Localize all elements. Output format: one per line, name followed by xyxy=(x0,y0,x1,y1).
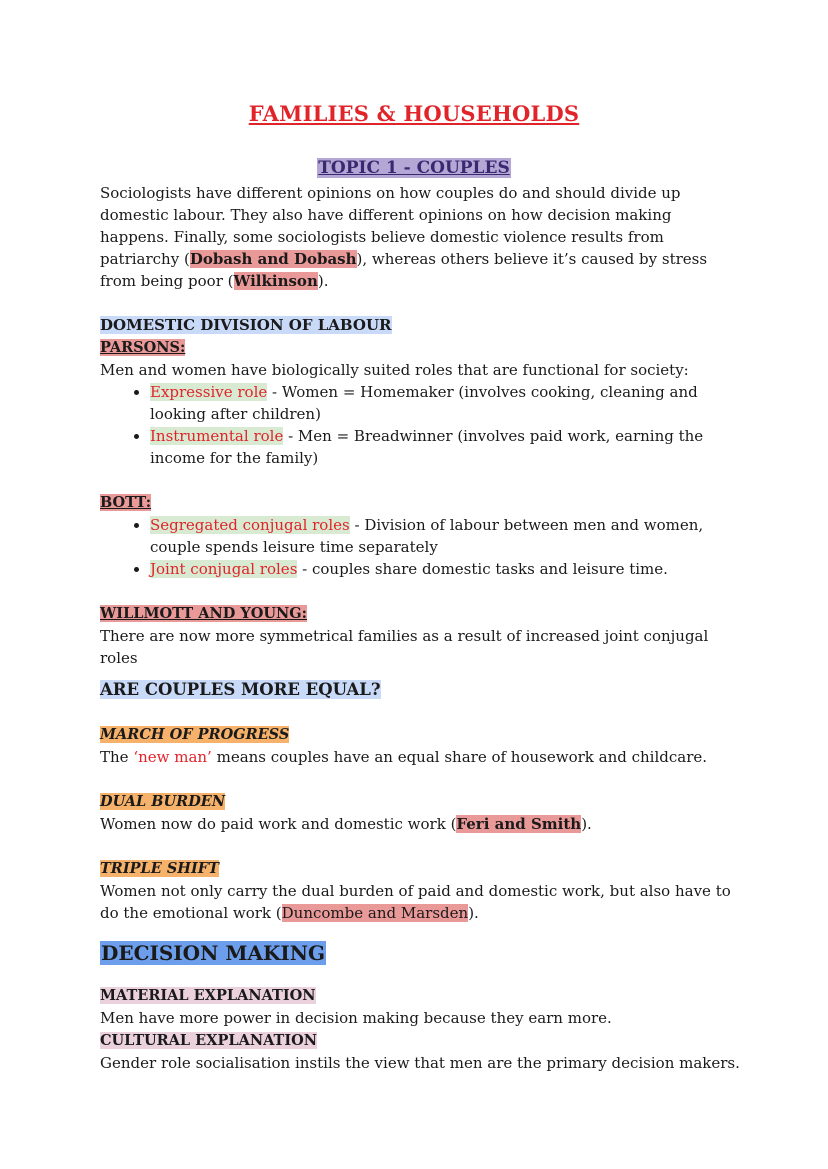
triple-text-1: Women not only carry the dual burden of paid and domestic work, but also have to do the emotional work ( xyxy=(100,882,731,922)
label-bott: BOTT: xyxy=(100,494,152,511)
list-item-text: - Men = Breadwinner (involves paid work, earning the income for the family) xyxy=(150,427,704,467)
reference-duncombe-marsden: Duncombe and Marsden xyxy=(281,904,469,922)
equal-heading-row xyxy=(100,679,740,701)
reference-wilkinson: Wilkinson xyxy=(233,272,318,290)
reference-dobash: Dobash and Dobash xyxy=(189,250,357,268)
list-item-text: - Women = Homemaker (involves cooking, cleaning and looking after children) xyxy=(150,383,698,423)
parsons-text: Men and women have biologically suited roles that are functional for society: xyxy=(100,361,689,379)
decision-heading-row xyxy=(100,938,740,970)
dual-label-row xyxy=(100,790,740,813)
march-text xyxy=(100,746,740,768)
term-segregated-conjugal-roles: Segregated conjugal roles xyxy=(150,516,350,534)
dual-text xyxy=(100,813,740,835)
label-material-explanation: MATERIAL EXPLANATION xyxy=(100,987,316,1004)
topic-title xyxy=(0,158,828,178)
label-dual-burden: DUAL BURDEN xyxy=(100,793,226,810)
material-label-row xyxy=(100,984,740,1007)
section-heading-decision: DECISION MAKING xyxy=(101,941,326,965)
ddl-heading-row xyxy=(100,314,740,336)
willmott-text: There are now more symmetrical families as a result of increased joint conjugal roles xyxy=(100,627,709,667)
triple-text xyxy=(100,880,740,924)
parsons-label-row xyxy=(100,336,740,359)
list-item xyxy=(150,558,740,580)
material-text: Men have more power in decision making because they earn more. xyxy=(100,1009,612,1027)
march-text-1: The xyxy=(100,748,134,766)
intro-text-3: ). xyxy=(317,272,329,290)
topic-title-text: TOPIC 1 - COUPLES xyxy=(318,158,510,178)
bott-list xyxy=(100,514,740,580)
intro-text-2: ), whereas others believe it’s caused by stress from being poor ( xyxy=(100,250,708,290)
intro-paragraph xyxy=(100,182,740,292)
label-triple-shift: TRIPLE SHIFT xyxy=(100,860,219,877)
list-item xyxy=(150,425,740,469)
march-label-row xyxy=(100,723,740,746)
term-joint-conjugal-roles: Joint conjugal roles xyxy=(150,560,298,578)
section-heading-equal: ARE COUPLES MORE EQUAL? xyxy=(100,680,381,699)
dual-text-1: Women now do paid work and domestic work ( xyxy=(100,815,457,833)
section-heading-ddl: DOMESTIC DIVISION OF LABOUR xyxy=(100,316,392,334)
march-text-2: means couples have an equal share of housework and childcare. xyxy=(211,748,708,766)
reference-feri-smith: Feri and Smith xyxy=(456,815,582,833)
triple-label-row xyxy=(100,857,740,880)
page-title: FAMILIES & HOUSEHOLDS xyxy=(248,101,580,126)
cultural-text: Gender role socialisation instils the view that men are the primary decision makers. xyxy=(100,1054,740,1072)
parsons-list xyxy=(100,381,740,469)
list-item xyxy=(150,514,740,558)
intro-text-1: Sociologists have different opinions on how couples do and should divide up domestic labour. They also have different opinions on how decision making happens. Finally, some sociologists believe domestic violence results from patriarchy ( xyxy=(100,184,681,268)
dual-text-2: ). xyxy=(581,815,592,833)
label-willmott-young: WILLMOTT AND YOUNG: xyxy=(100,605,307,622)
term-expressive-role: Expressive role xyxy=(150,383,268,401)
list-item-text: - couples share domestic tasks and leisure time. xyxy=(297,560,668,578)
list-item-text: - Division of labour between men and women, couple spends leisure time separately xyxy=(150,516,704,556)
document-body xyxy=(100,182,740,1074)
label-parsons: PARSONS: xyxy=(100,339,186,356)
list-item xyxy=(150,381,740,425)
willmott-label-row xyxy=(100,602,740,625)
term-instrumental-role: Instrumental role xyxy=(150,427,284,445)
bott-label-row xyxy=(100,491,740,514)
term-new-man: ‘new man’ xyxy=(133,748,212,766)
label-march-of-progress: MARCH OF PROGRESS xyxy=(100,726,290,743)
triple-text-2: ). xyxy=(468,904,479,922)
label-cultural-explanation: CULTURAL EXPLANATION xyxy=(100,1032,317,1049)
cultural-label-row xyxy=(100,1029,740,1052)
